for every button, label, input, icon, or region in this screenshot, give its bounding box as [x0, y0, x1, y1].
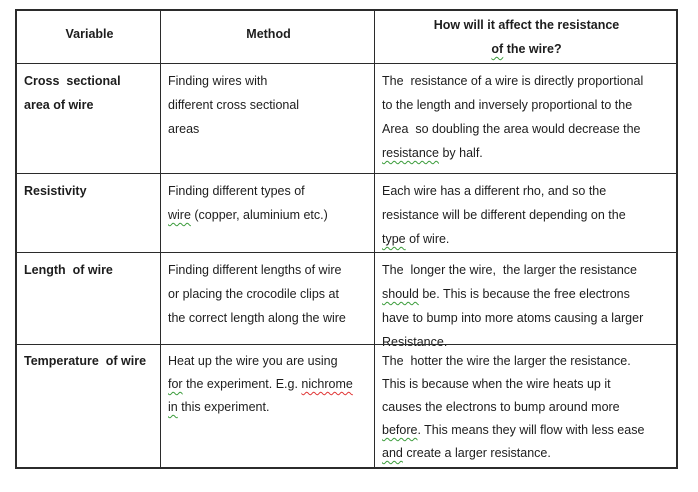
text-segment: Resistivity — [24, 184, 87, 198]
header-variable: Variable — [65, 27, 114, 41]
text-line — [168, 258, 369, 282]
text-line — [168, 93, 369, 117]
text-segment: area of wire — [24, 98, 94, 112]
resistance-variables-table — [15, 9, 678, 469]
grammar-squiggle-word: for — [168, 377, 183, 391]
cell-resistivity-variable — [17, 173, 160, 252]
text-line — [382, 282, 671, 306]
cell-temperature-method — [160, 344, 374, 467]
text-segment: Length of wire — [24, 263, 113, 277]
cell-length-method — [160, 252, 374, 344]
text-segment: The longer the wire, the larger the resistance — [382, 263, 637, 277]
text-segment: This is because when the wire heats up it — [382, 377, 611, 391]
text-segment: Finding different lengths of wire — [168, 263, 342, 277]
text-segment: Resistance. — [382, 335, 448, 349]
cell-resistivity-method — [160, 173, 374, 252]
text-line — [24, 179, 155, 203]
text-segment: Heat up the wire you are using — [168, 354, 338, 368]
text-line — [382, 93, 671, 117]
text-segment: Cross sectional — [24, 74, 121, 88]
grammar-squiggle-word: of — [491, 42, 504, 56]
text-segment: resistance will be different depending on the — [382, 208, 626, 222]
grammar-squiggle-word: resistance — [382, 146, 439, 160]
text-line — [168, 373, 369, 396]
text-segment: of wire. — [405, 232, 450, 246]
text-segment: Area so doubling the area would decrease the — [382, 122, 641, 136]
text-line — [382, 117, 671, 141]
text-segment: this experiment. — [177, 400, 270, 414]
text-line — [382, 442, 671, 465]
text-line — [168, 282, 369, 306]
text-line — [382, 419, 671, 442]
grammar-squiggle-word: wire — [168, 208, 191, 222]
text-line — [382, 179, 671, 203]
text-segment: . This means they will flow with less ease — [417, 423, 645, 437]
cell-cross-section-variable — [17, 63, 160, 173]
text-line — [168, 306, 369, 330]
grammar-squiggle-word: in — [168, 400, 178, 414]
text-segment: causes the electrons to bump around more — [382, 400, 620, 414]
text-line — [382, 13, 671, 37]
text-segment: be. This is because the free electrons — [418, 287, 630, 301]
text-line — [168, 396, 369, 419]
text-line — [382, 396, 671, 419]
grammar-squiggle-word: type — [382, 232, 406, 246]
grammar-squiggle-word: before — [382, 423, 418, 437]
text-segment: Finding wires with — [168, 74, 268, 88]
text-segment: different cross sectional — [168, 98, 300, 112]
text-segment: Each wire has a different rho, and so the — [382, 184, 607, 198]
text-segment: Finding different types of — [168, 184, 305, 198]
text-segment: the experiment. E.g. — [182, 377, 302, 391]
text-line — [24, 93, 155, 117]
grammar-squiggle-word: should — [382, 287, 419, 301]
text-segment: the correct length along the wire — [168, 311, 346, 325]
grammar-squiggle-word: and — [382, 446, 403, 460]
text-segment: create a larger resistance. — [402, 446, 551, 460]
text-line — [382, 258, 671, 282]
text-segment: (copper, aluminium etc.) — [190, 208, 328, 222]
text-line — [382, 227, 671, 251]
cell-temperature-affect — [374, 344, 676, 467]
header-method: Method — [160, 11, 374, 63]
text-segment: to the length and inversely proportional to the — [382, 98, 633, 112]
text-line — [382, 373, 671, 396]
text-line — [168, 117, 369, 141]
text-segment: the wire? — [503, 42, 562, 56]
text-line — [24, 69, 155, 93]
text-line — [382, 69, 671, 93]
text-segment: areas — [168, 122, 200, 136]
text-segment: The resistance of a wire is directly proportional — [382, 74, 644, 88]
text-line — [382, 141, 671, 165]
cell-cross-section-affect — [374, 63, 676, 173]
cell-length-affect — [374, 252, 676, 349]
text-line — [168, 203, 369, 227]
text-line — [382, 306, 671, 330]
text-segment: The hotter the wire the larger the resistance. — [382, 354, 631, 368]
text-line — [24, 258, 155, 282]
text-line — [168, 350, 369, 373]
text-segment: have to bump into more atoms causing a larger — [382, 311, 644, 325]
text-line — [168, 179, 369, 203]
cell-length-variable — [17, 252, 160, 344]
header-affect — [374, 11, 676, 63]
cell-temperature-variable — [17, 344, 160, 467]
text-line — [168, 69, 369, 93]
text-line — [24, 350, 155, 373]
text-line — [382, 203, 671, 227]
text-line — [382, 350, 671, 373]
cell-resistivity-affect — [374, 173, 676, 252]
text-line — [382, 37, 671, 61]
text-segment: or placing the crocodile clips at — [168, 287, 339, 301]
text-segment: Temperature of wire — [24, 354, 147, 368]
cell-cross-section-method — [160, 63, 374, 173]
text-segment: How will it affect the resistance — [433, 18, 620, 32]
spellcheck-squiggle-word: nichrome — [301, 377, 353, 391]
text-segment: by half. — [438, 146, 483, 160]
